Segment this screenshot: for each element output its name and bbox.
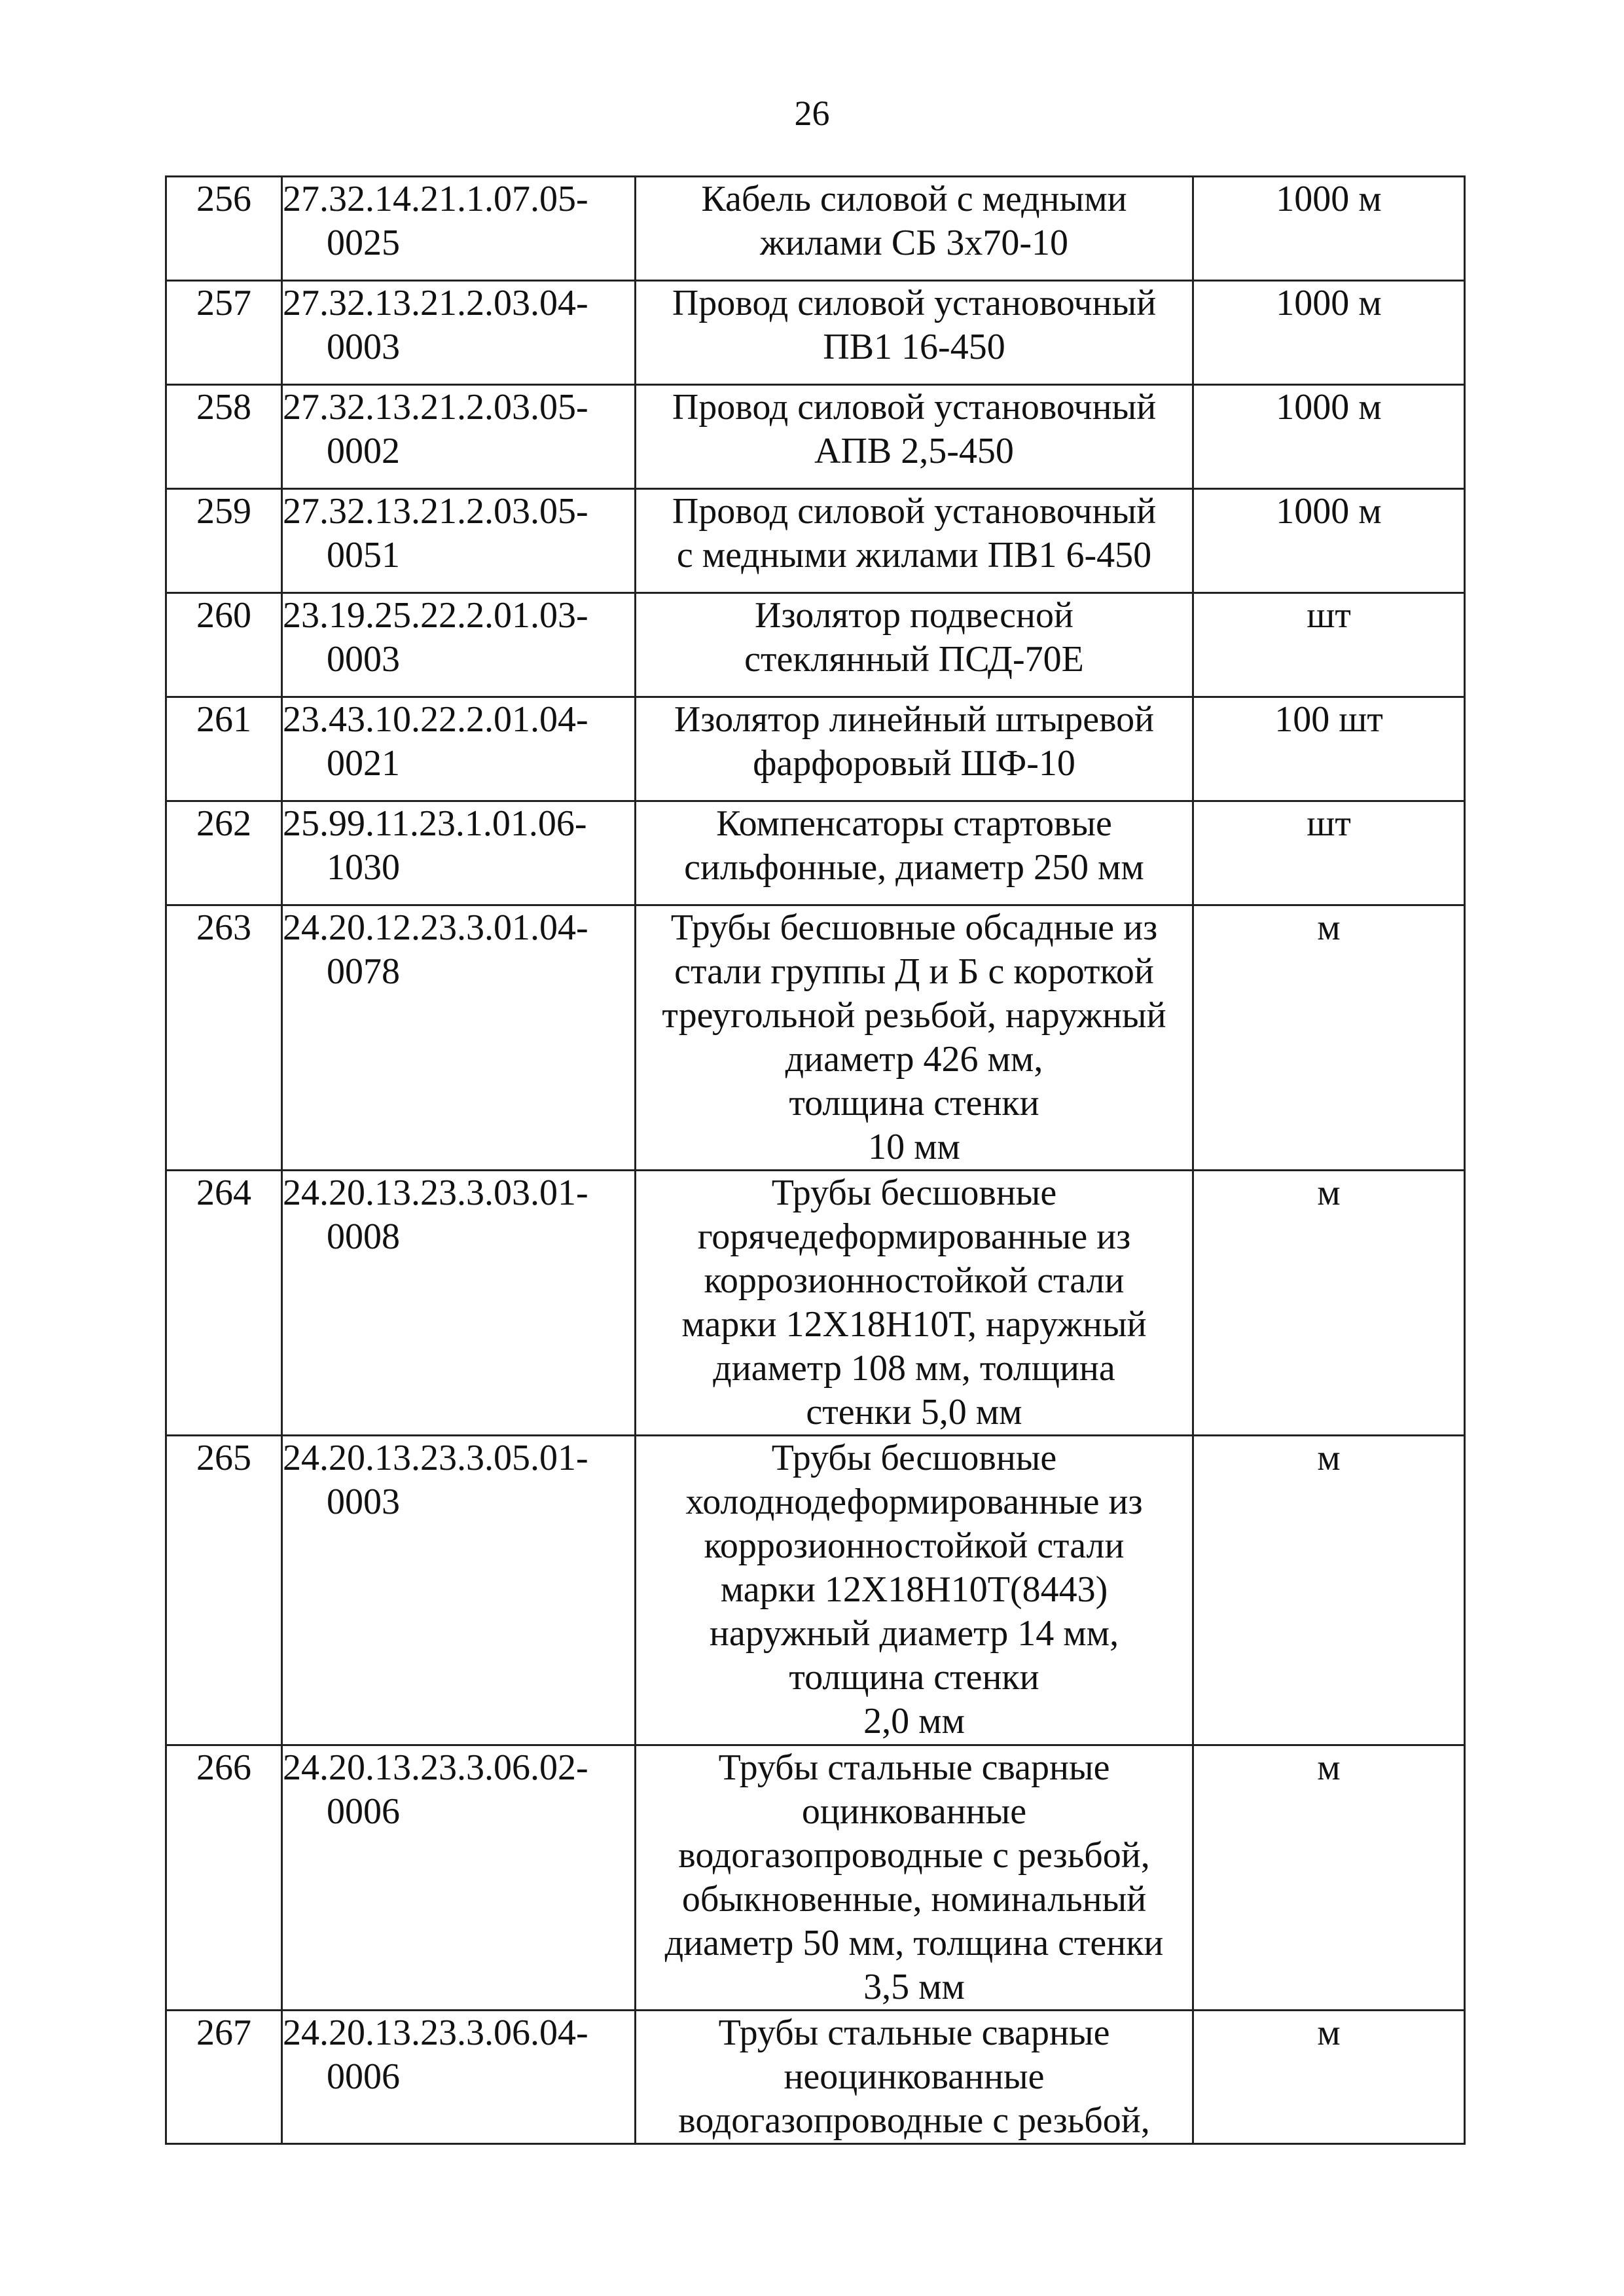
item-name-line: АПВ 2,5-450 [814,431,1014,471]
item-name-line: стенки 5,0 мм [806,1392,1022,1432]
unit-of-measure: м [1193,1745,1465,2011]
item-code-line: 0025 [327,223,400,263]
item-code [282,2011,636,2144]
item-name-line: стеклянный ПСД-70Е [744,639,1084,680]
row-number: 266 [166,1745,282,2011]
row-number: 260 [166,593,282,697]
item-name-line: диаметр 50 мм, толщина стенки [664,1923,1164,1963]
item-code-line: 0003 [327,1482,400,1522]
unit-of-measure: м [1193,1436,1465,1745]
item-name [636,905,1193,1171]
item-code [282,1745,636,2011]
item-name-line: фарфоровый ШФ-10 [753,743,1075,784]
item-code-line: 27.32.14.21.1.07.05- [283,179,588,219]
item-name-line: Трубы бесшовные [771,1173,1057,1213]
item-code [282,177,636,281]
item-code [282,905,636,1171]
row-number: 258 [166,385,282,489]
item-name-line: марки 12Х18Н10Т(8443) [720,1569,1108,1610]
item-name-line: обыкновенные, номинальный [681,1879,1147,1920]
item-name-line: коррозионностойкой стали [704,1525,1125,1566]
item-name-line: Трубы стальные сварные [718,1747,1110,1788]
item-name [636,593,1193,697]
unit-of-measure: 1000 м [1193,489,1465,593]
item-name-line: водогазопроводные с резьбой, [678,2100,1150,2141]
item-code [282,801,636,905]
item-code [282,281,636,385]
item-code [282,697,636,801]
table-row [166,1745,1465,2011]
item-name-line: Компенсаторы стартовые [716,803,1112,844]
item-name [636,2011,1193,2144]
table-row [166,385,1465,489]
table-row [166,697,1465,801]
item-name [636,1436,1193,1745]
item-name [636,697,1193,801]
row-number: 262 [166,801,282,905]
item-name-line: с медными жилами ПВ1 6-450 [676,535,1152,575]
item-code-line: 0006 [327,1791,400,1832]
item-name-line: горячедеформированные из [697,1216,1131,1257]
unit-of-measure: м [1193,1171,1465,1436]
unit-of-measure: 1000 м [1193,281,1465,385]
item-code-line: 0051 [327,535,400,575]
item-name [636,1171,1193,1436]
item-name-line: диаметр 108 мм, толщина [713,1348,1115,1389]
item-name-line: Трубы бесшовные обсадные из [670,907,1158,948]
item-name-line: Провод силовой установочный [672,283,1157,323]
item-name-line: жилами СБ 3х70-10 [759,223,1069,263]
item-name-line: стали группы Д и Б с короткой [674,951,1154,992]
item-name-line: наружный диаметр 14 мм, [709,1613,1119,1654]
unit-of-measure: 1000 м [1193,385,1465,489]
item-code-line: 0003 [327,639,400,680]
item-name-line: 10 мм [868,1127,960,1167]
item-code-line: 24.20.12.23.3.01.04- [283,907,588,948]
item-code-line: 0078 [327,951,400,992]
item-name-line: холоднодеформированные из [685,1482,1143,1522]
item-code-line: 0003 [327,327,400,367]
row-number: 264 [166,1171,282,1436]
item-code-line: 27.32.13.21.2.03.04- [283,283,588,323]
table-row [166,2011,1465,2144]
item-code-line: 24.20.13.23.3.06.04- [283,2013,588,2053]
row-number: 263 [166,905,282,1171]
table-row [166,489,1465,593]
item-name-line: Провод силовой установочный [672,491,1157,532]
unit-of-measure: м [1193,2011,1465,2144]
item-name [636,385,1193,489]
item-name-line: диаметр 426 мм, [785,1039,1043,1080]
item-name-line: Изолятор подвесной [755,595,1074,636]
item-code-line: 0006 [327,2056,400,2097]
item-name-line: коррозионностойкой стали [704,1260,1125,1301]
row-number: 256 [166,177,282,281]
item-name-line: марки 12Х18Н10Т, наружный [681,1304,1147,1345]
item-code-line: 27.32.13.21.2.03.05- [283,491,588,532]
table-row [166,1171,1465,1436]
table-row [166,905,1465,1171]
item-code-line: 24.20.13.23.3.06.02- [283,1747,588,1788]
item-code-line: 25.99.11.23.1.01.06- [283,803,587,844]
unit-of-measure: 100 шт [1193,697,1465,801]
materials-table [165,175,1466,2145]
item-name [636,281,1193,385]
unit-of-measure: 1000 м [1193,177,1465,281]
item-name-line: сильфонные, диаметр 250 мм [684,847,1144,888]
table-row [166,801,1465,905]
item-code [282,1436,636,1745]
item-code-line: 24.20.13.23.3.05.01- [283,1438,588,1478]
item-code [282,1171,636,1436]
item-code-line: 0002 [327,431,400,471]
page-number: 26 [794,94,830,133]
item-name-line: Кабель силовой с медными [701,179,1127,219]
unit-of-measure: шт [1193,801,1465,905]
item-name-line: ПВ1 16-450 [823,327,1005,367]
item-code [282,489,636,593]
item-name [636,1745,1193,2011]
item-code-line: 23.43.10.22.2.01.04- [283,699,588,740]
item-name-line: водогазопроводные с резьбой, [678,1835,1150,1876]
table-row [166,281,1465,385]
item-code-line: 24.20.13.23.3.03.01- [283,1173,588,1213]
item-name-line: толщина стенки [789,1657,1039,1698]
unit-of-measure: шт [1193,593,1465,697]
item-name-line: Трубы стальные сварные [718,2013,1110,2053]
item-code [282,593,636,697]
item-code-line: 0008 [327,1216,400,1257]
item-name-line: 3,5 мм [863,1967,965,2007]
item-name-line: треугольной резьбой, наружный [662,995,1166,1036]
item-name-line: толщина стенки [789,1083,1039,1123]
item-name [636,489,1193,593]
row-number: 265 [166,1436,282,1745]
item-name-line: Провод силовой установочный [672,387,1157,428]
item-name [636,801,1193,905]
table-row [166,1436,1465,1745]
row-number: 267 [166,2011,282,2144]
item-code [282,385,636,489]
item-name-line: 2,0 мм [863,1701,965,1741]
table-row [166,593,1465,697]
row-number: 261 [166,697,282,801]
item-name [636,177,1193,281]
item-code-line: 1030 [327,847,400,888]
item-name-line: оцинкованные [801,1791,1027,1832]
item-name-line: неоцинкованные [784,2056,1045,2097]
row-number: 259 [166,489,282,593]
item-code-line: 27.32.13.21.2.03.05- [283,387,588,428]
unit-of-measure: м [1193,905,1465,1171]
table-body [166,177,1465,2144]
row-number: 257 [166,281,282,385]
item-code-line: 23.19.25.22.2.01.03- [283,595,588,636]
table-row [166,177,1465,281]
item-name-line: Трубы бесшовные [771,1438,1057,1478]
item-name-line: Изолятор линейный штыревой [674,699,1155,740]
item-code-line: 0021 [327,743,400,784]
